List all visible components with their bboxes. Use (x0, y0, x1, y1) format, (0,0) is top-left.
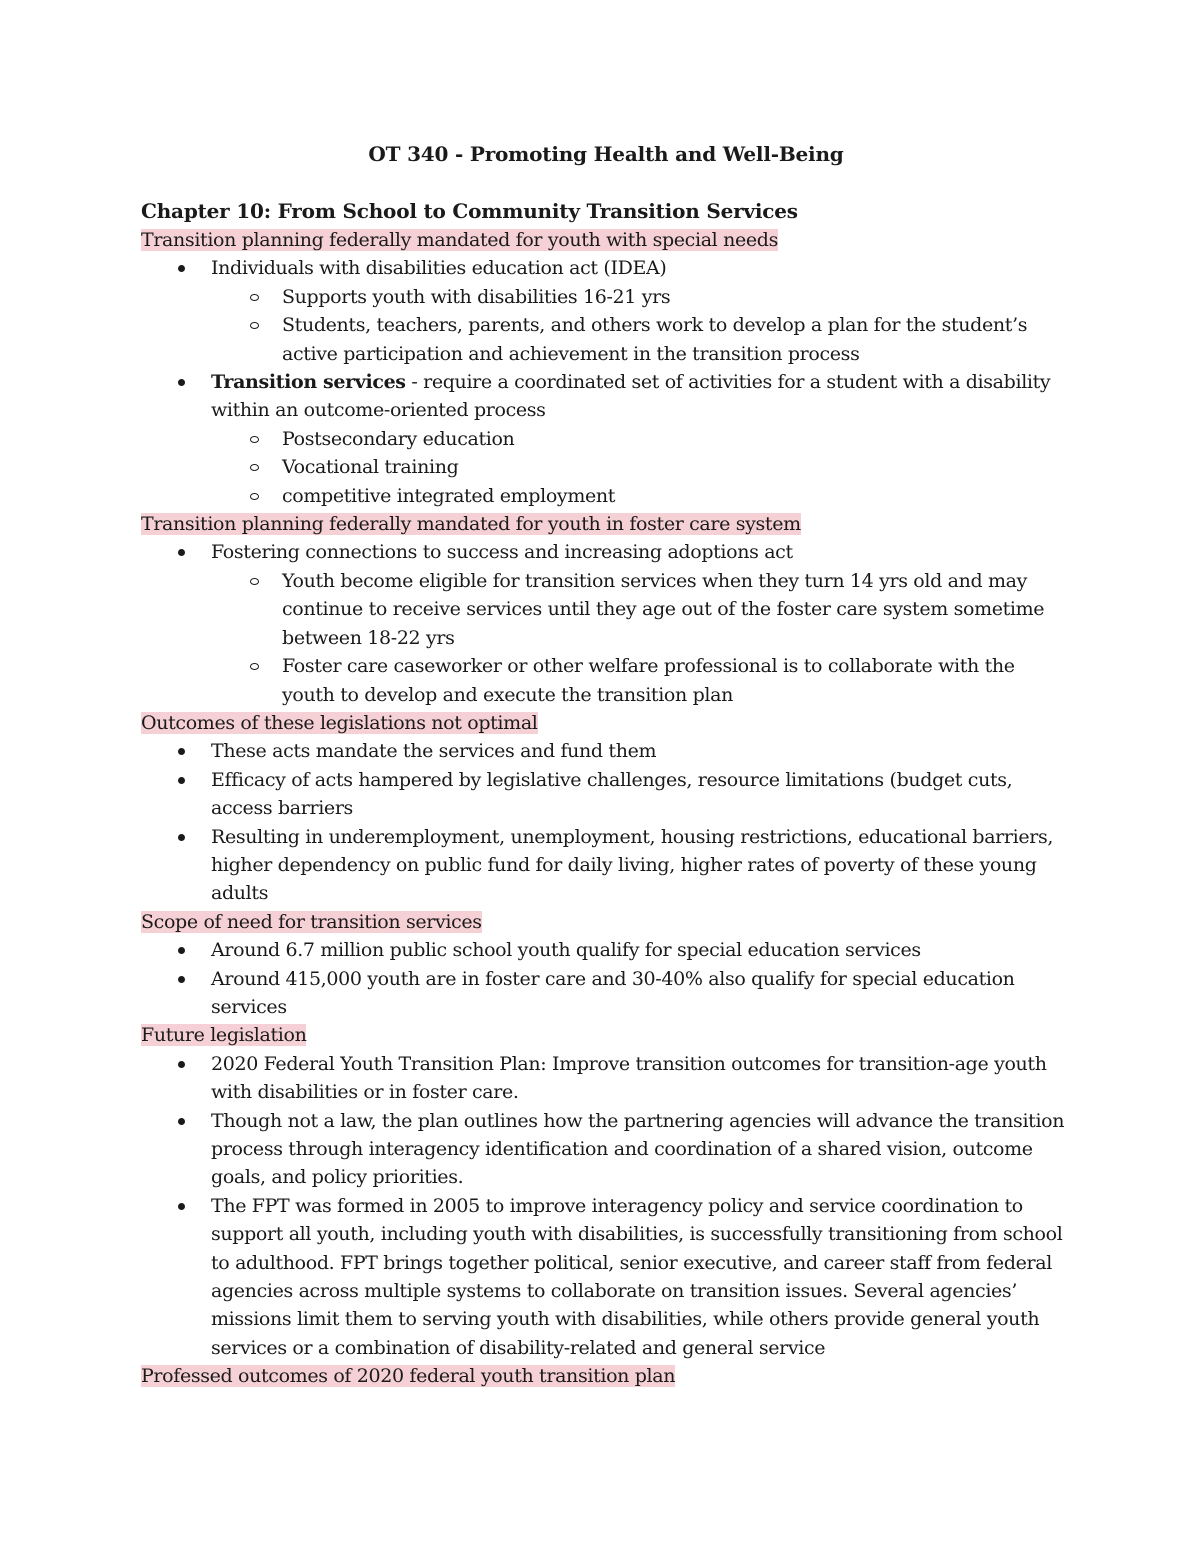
term-definition: - require a coordinated set of activities for a student with a disability within an outcome-oriented process (211, 371, 1051, 422)
section-heading-scope (141, 908, 1071, 936)
list-item: Resulting in underemployment, unemployment, housing restrictions, educational barriers, higher dependency on public fund for daily living, higher rates of poverty of these young adults (141, 823, 1071, 908)
section-heading-outcomes (141, 709, 1071, 737)
list-item: Around 415,000 youth are in foster care and 30-40% also qualify for special education services (141, 965, 1071, 1022)
highlighted-text: Future legislation (141, 1024, 307, 1047)
sub-list-item: Vocational training (141, 453, 1071, 481)
sub-list-item: Postsecondary education (141, 425, 1071, 453)
chapter-heading: Chapter 10: From School to Community Transition Services (141, 199, 798, 223)
list-item: These acts mandate the services and fund them (141, 737, 1071, 765)
bullet-list (141, 1050, 1071, 1362)
list-item: Fostering connections to success and increasing adoptions act (141, 538, 1071, 566)
list-item: Efficacy of acts hampered by legislative challenges, resource limitations (budget cuts, access barriers (141, 766, 1071, 823)
list-item: The FPT was formed in 2005 to improve interagency policy and service coordination to support all youth, including youth with disabilities, is successfully transitioning from school to adulthood. FPT brings together political, senior executive, and career staff from federal agencies across multiple systems to collaborate on transition issues. Several agencies’ missions limit them to serving youth with disabilities, while others provide general youth services or a combination of disability-related and general service (141, 1192, 1071, 1362)
highlighted-text: Outcomes of these legislations not optimal (141, 711, 538, 734)
sub-list-item: competitive integrated employment (141, 482, 1071, 510)
bullet-list (141, 737, 1071, 907)
sub-list-item: Students, teachers, parents, and others work to develop a plan for the student’s active participation and achievement in the transition process (141, 311, 1071, 368)
section-heading-future-legislation (141, 1021, 1071, 1049)
bullet-list (141, 936, 1071, 1021)
highlighted-text: Transition planning federally mandated for youth with special needs (141, 229, 778, 251)
section-heading-special-needs (141, 226, 1071, 254)
highlighted-text: Transition planning federally mandated for youth in foster care system (141, 513, 801, 536)
list-item: Though not a law, the plan outlines how the partnering agencies will advance the transition process through interagency identification and coordination of a shared vision, outcome goals, and policy priorities. (141, 1107, 1071, 1192)
bullet-list (141, 254, 1071, 510)
section-heading-professed-outcomes (141, 1362, 1071, 1390)
list-item (141, 368, 1071, 425)
bullet-list (141, 538, 1071, 708)
list-item: 2020 Federal Youth Transition Plan: Improve transition outcomes for transition-age youth with disabilities or in foster care. (141, 1050, 1071, 1107)
sub-list-item: Youth become eligible for transition services when they turn 14 yrs old and may continue to receive services until they age out of the foster care system sometime between 18-22 yrs (141, 567, 1071, 652)
sub-list-item: Foster care caseworker or other welfare professional is to collaborate with the youth to develop and execute the transition plan (141, 652, 1071, 709)
document-content (141, 138, 1071, 1391)
highlighted-text: Professed outcomes of 2020 federal youth transition plan (141, 1365, 676, 1388)
page-title: OT 340 - Promoting Health and Well-Being (368, 142, 844, 166)
bold-term: Transition services (211, 371, 406, 394)
sub-list-item: Supports youth with disabilities 16-21 yrs (141, 283, 1071, 311)
list-item: Around 6.7 million public school youth qualify for special education services (141, 936, 1071, 964)
highlighted-text: Scope of need for transition services (141, 910, 482, 933)
section-heading-foster-care (141, 510, 1071, 538)
list-item: Individuals with disabilities education act (IDEA) (141, 254, 1071, 282)
